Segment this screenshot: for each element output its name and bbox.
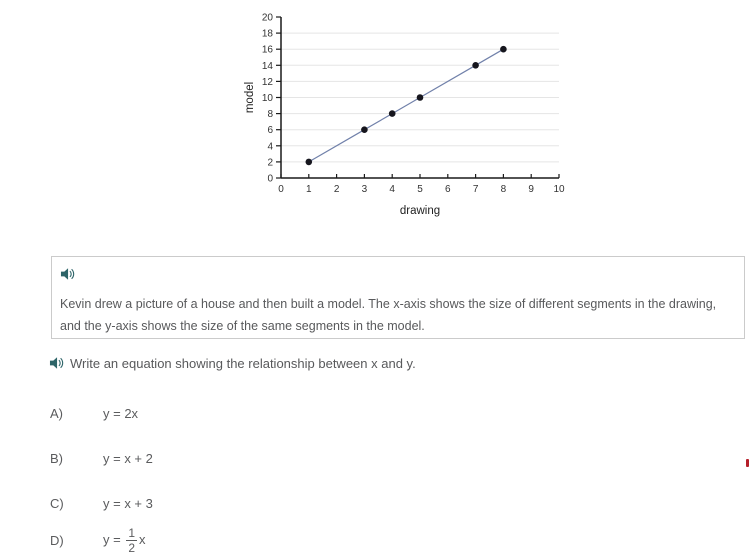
svg-text:8: 8 bbox=[267, 109, 273, 121]
x-tick-labels bbox=[278, 174, 565, 195]
svg-text:14: 14 bbox=[261, 60, 273, 72]
y-tick-labels bbox=[262, 13, 281, 185]
stray-red-mark bbox=[746, 459, 749, 467]
option-equation: y = 2x bbox=[103, 406, 139, 421]
y-axis-label: model bbox=[244, 81, 256, 114]
question-row bbox=[49, 356, 739, 372]
option-equation: y = $\frac{1}{2}$ x bbox=[103, 526, 146, 555]
svg-text:12: 12 bbox=[261, 76, 273, 88]
svg-text:7: 7 bbox=[472, 184, 479, 195]
answer-option-b[interactable] bbox=[50, 451, 450, 466]
svg-text:5: 5 bbox=[417, 184, 423, 195]
svg-text:9: 9 bbox=[528, 184, 534, 195]
svg-text:3: 3 bbox=[361, 184, 368, 195]
option-letter: B) bbox=[50, 451, 63, 466]
speaker-audio-icon[interactable] bbox=[60, 267, 75, 281]
fraction: $\frac{1}{2}$ bbox=[128, 526, 136, 555]
option-equation: y = x + 3 bbox=[103, 496, 153, 511]
speaker-audio-icon[interactable] bbox=[49, 356, 64, 370]
option-equation: y = x + 2 bbox=[103, 451, 153, 466]
option-letter: D) bbox=[50, 533, 64, 548]
chart-svg bbox=[240, 8, 570, 220]
svg-text:4: 4 bbox=[389, 184, 395, 195]
scatter-line-chart bbox=[240, 8, 570, 220]
svg-text:0: 0 bbox=[278, 184, 284, 195]
svg-text:6: 6 bbox=[445, 184, 451, 195]
answer-option-a[interactable] bbox=[50, 406, 450, 421]
svg-text:10: 10 bbox=[553, 184, 565, 195]
svg-text:10: 10 bbox=[261, 93, 273, 104]
svg-text:8: 8 bbox=[500, 184, 507, 195]
passage-text: Kevin drew a picture of a house and then built a model. The x-axis shows the size of different segments in the drawing, and the y-axis shows the size of the same segments in the model. bbox=[60, 297, 717, 333]
answer-option-c[interactable] bbox=[50, 496, 450, 511]
svg-text:20: 20 bbox=[261, 12, 273, 24]
x-axis-label: drawing bbox=[399, 205, 441, 217]
svg-text:18: 18 bbox=[261, 28, 273, 40]
svg-text:2: 2 bbox=[267, 157, 273, 169]
question-text: Write an equation showing the relationship between x and y. bbox=[70, 356, 416, 371]
svg-text:4: 4 bbox=[267, 141, 273, 153]
svg-text:1: 1 bbox=[306, 184, 312, 195]
svg-text:16: 16 bbox=[261, 44, 273, 56]
svg-text:2: 2 bbox=[333, 184, 340, 195]
svg-text:0: 0 bbox=[267, 173, 273, 185]
svg-text:6: 6 bbox=[267, 125, 273, 137]
option-letter: A) bbox=[50, 406, 63, 421]
option-letter: C) bbox=[50, 496, 64, 511]
passage-box bbox=[51, 256, 745, 339]
answer-option-d[interactable] bbox=[50, 526, 450, 555]
